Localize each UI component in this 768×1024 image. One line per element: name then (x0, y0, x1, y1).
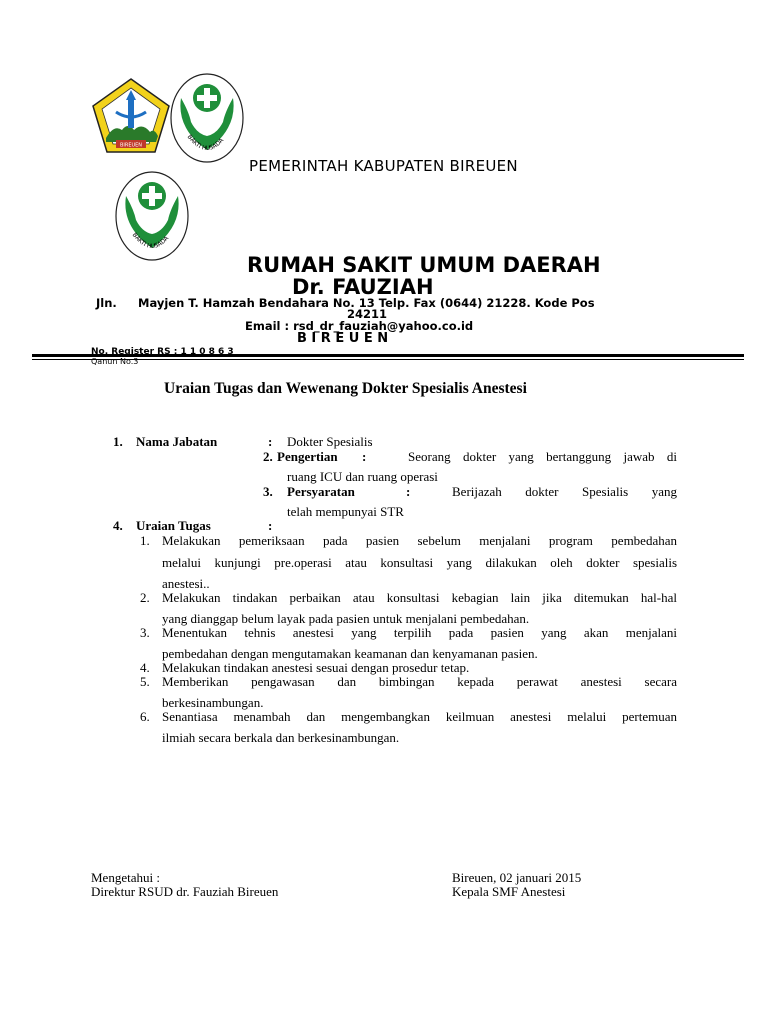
signature-left-title: Direktur RSUD dr. Fauziah Bireuen (91, 884, 279, 899)
task-5-line-1: Memberikan pengawasan dan bimbingan kepada perawat anestesi secara (162, 674, 677, 689)
item-4-label: Uraian Tugas (136, 518, 211, 533)
hospital-name-2: Dr. FAUZIAH (292, 275, 434, 299)
item-2-value: Seorang dokter yang bertanggung jawab di (408, 449, 677, 464)
svg-text:BIREUEN: BIREUEN (119, 142, 143, 149)
item-1-value: Dokter Spesialis (287, 434, 373, 449)
item-4-number: 4. (113, 518, 123, 533)
task-6-line-2: ilmiah secara berkala dan berkesinambungan. (162, 730, 400, 745)
svg-text:BAKTI HUSADA: BAKTI HUSADA (185, 133, 226, 153)
bakti-husada-logo (169, 72, 245, 164)
address: Mayjen T. Hamzah Bendahara No. 13 Telp. Fax (0644) 21228. Kode Pos (138, 296, 595, 310)
register-number: No. Register RS : 1 1 0 8 6 3 (91, 347, 234, 357)
task-6-line-1: Senantiasa menambah dan mengembangkan keilmuan anestesi melalui pertemuan (162, 709, 677, 724)
item-3-colon: : (406, 484, 411, 499)
task-2-line-2: yang dianggap belum layak pada pasien untuk menjalani pembedahan. (162, 611, 530, 626)
task-2-line-1: Melakukan tindakan perbaikan atau konsultasi kebagian lain jika ditemukan hal-hal (162, 590, 677, 605)
bakti-husada-logo-2 (112, 170, 192, 262)
task-1-number: 1. (140, 533, 150, 548)
bireuen-regency-logo (90, 76, 172, 156)
task-5-line-2: berkesinambungan. (162, 695, 264, 710)
item-1-number: 1. (113, 434, 123, 449)
item-1-colon: : (268, 434, 273, 449)
task-4-line-1: Melakukan tindakan anestesi sesuai dengan prosedur tetap. (162, 660, 470, 675)
task-1-line-3: anestesi.. (162, 576, 210, 591)
item-3-value-cont: telah mempunyai STR (287, 504, 404, 519)
svg-text:BAKTI HUSADA: BAKTI HUSADA (130, 231, 171, 251)
item-2-number: 2. (263, 449, 273, 464)
task-1-line-2: melalui kunjungi pre.operasi atau konsultasi yang dilakukan oleh dokter spesialis (162, 555, 677, 570)
qanun-number: Qanun No.3 (91, 357, 139, 366)
hospital-name: RUMAH SAKIT UMUM DAERAH (247, 253, 601, 277)
task-3-number: 3. (140, 625, 150, 640)
task-6-number: 6. (140, 709, 150, 724)
task-3-line-1: Menentukan tehnis anestesi yang terpilih pada pasien yang akan menjalani (162, 625, 677, 640)
city: B I R E U E N (297, 331, 389, 346)
signature-left-label: Mengetahui : (91, 870, 160, 885)
item-4-colon: : (268, 518, 273, 533)
item-1-label: Nama Jabatan (136, 434, 218, 449)
item-3-value: Berijazah dokter Spesialis yang (452, 484, 677, 499)
task-2-number: 2. (140, 590, 150, 605)
task-1-line-1: Melakukan pemeriksaan pada pasien sebelum menjalani program pembedahan (162, 533, 677, 548)
document-title: Uraian Tugas dan Wewenang Dokter Spesialis Anestesi (164, 380, 527, 397)
postcode: 24211 (347, 307, 388, 321)
email: Email : rsd_dr_fauziah@yahoo.co.id (245, 319, 474, 333)
task-3-line-2: pembedahan dengan mengutamakan keamanan dan kenyamanan pasien. (162, 646, 538, 661)
item-3-label: Persyaratan (287, 484, 355, 499)
signature-right-date: Bireuen, 02 januari 2015 (452, 870, 582, 885)
item-2-label: Pengertian (277, 449, 338, 464)
address-label: Jln. (96, 296, 117, 310)
government-heading: PEMERINTAH KABUPATEN BIREUEN (249, 157, 518, 175)
task-4-number: 4. (140, 660, 150, 675)
header-rule-thin (32, 359, 744, 360)
task-5-number: 5. (140, 674, 150, 689)
item-2-colon: : (362, 449, 367, 464)
item-2-value-cont: ruang ICU dan ruang operasi (287, 469, 438, 484)
signature-right-title: Kepala SMF Anestesi (452, 884, 566, 899)
item-3-number: 3. (263, 484, 273, 499)
